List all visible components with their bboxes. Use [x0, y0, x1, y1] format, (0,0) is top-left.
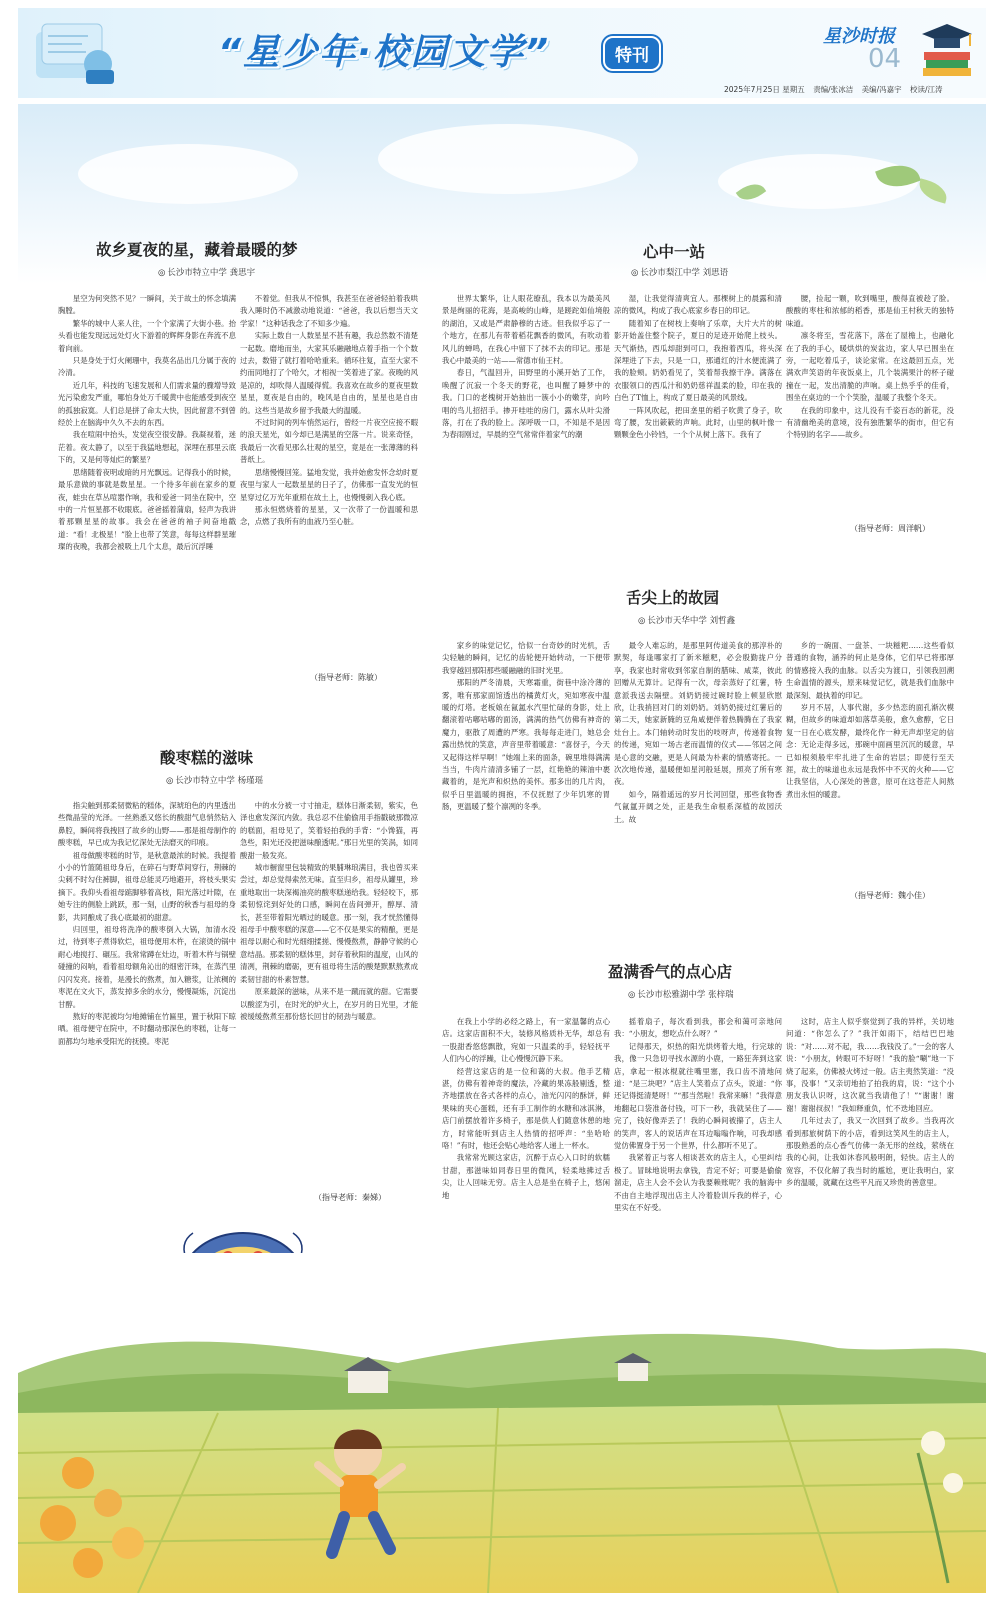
article-paragraph: 凛冬将至，雪花落下，落在了屋檐上，也融化在了我的手心，暖烘烘的炭盆边，家人早已围坐在旁，一起吃着瓜子，谈论家常。在这最回五点，光满欢声笑语的年夜饭桌上，几个装满果汁的杯子碰撞在一起，发出清脆的声响。桌上热乎乎的佳肴，围坐在桌边的一个个笑脸，温暖了我整个冬天。: [786, 331, 954, 403]
article-paragraph: 腰，捡起一颗，吹到嘴里，酸得直被趁了脸。酸酸的枣柱和浓郁的稻香，那是仙王村秋天的独特味道。: [786, 294, 954, 328]
scroll-decoration-icon: [28, 14, 118, 90]
article-paragraph: 中的水分被一寸寸抽走，糕体日渐柔韧，紫实，色泽也愈发深沉内敛。我总忍不住偷偷用手指戳破那微凉的糕面，祖母见了，笑着轻拍我的手背：“小馋猫，再急些，阳光还没把滋味酿透呢。”那日光里的笑涡，如同酸甜一般发亮。: [240, 801, 418, 860]
article-paragraph: 在我上小学的必经之路上，有一家温馨的点心店。这家店面积不大，装修风格质朴无华，却总有一股甜香悠悠飘散，宛如一只温柔的手，轻轻抚平人们内心的浮躁，让心慢慢沉静下来。: [442, 1017, 610, 1064]
article-paragraph: 我常常光顾这家店，沉醉于点心入口时的软糯甘甜，那滋味如同春日里的微风，轻柔地拂过舌尖，让人回味无穷。店主人总是坐在椅子上，悠闲地: [442, 1153, 610, 1200]
article-column: [614, 640, 782, 902]
article-paragraph: 繁华的城中人来人往，一个个家满了大街小巷。抬头看也能发现远远处灯火下游着的辉辉身影在奔流不息着向前。: [58, 318, 236, 353]
masthead-title: “星少年·校园文学”: [218, 32, 551, 73]
article-column: [442, 293, 610, 539]
issue-date: 2025年7月25日 星期五: [724, 85, 805, 94]
article-paragraph: 思绪慢慢回笼。猛地发觉，我并始愈发怀念幼时夏夜里与家人一起数星星的日子了，仿佛那一直发光的恒星穿过亿万光年重照在故土上，也慢慢刺入我心底。: [240, 467, 418, 502]
article-column: [786, 1016, 954, 1278]
article-column: [786, 640, 954, 890]
article-paragraph: 岁月不居，人事代谢，多少热恋的面孔渐次模糊，但故乡的味道却如落草美般，愈久愈醇，它日复一日在心底发酵，最终化作一种无声却坚定的信念：无论走得多远，那碗中面画里沉沉的暖意，早已如根须般牢牢扎进了生命的岩层；即使行至天涯，故土的味道也永远是我怀中不灭的火种——它让我坚信，人心深处的善意，原可在这苍茫人间熬煮出永恒的暖意。: [786, 703, 954, 799]
article-paragraph: 随着知了在树枝上奏响了乐章，大片大片的树影开始盖住整个院子，夏日的足迹开始爬上枝头。天气渐热，西瓜却甜到可口，我抱着西瓜，将头深深埋进了下去，只是一口，那通红的汁水便流满了我的脸颊。奶奶看见了，笑着帮我擦干净。满落在衣服领口的西瓜汁和奶奶慈祥温柔的脸，印在我的白色了T恤上，构成了夏日最美的风景线。: [614, 318, 782, 403]
article-paragraph: 我在喧闹中抬头，发觉夜空很安静。我凝视着，迷茫着。夜太静了，以至于我猛地想起，深埋在那里云底下的，又是何等灿烂的繁星？: [58, 430, 236, 465]
article-paragraph: 归回里，祖母将洗净的酸枣倒入大锅，加清水没过，待到枣子煮得软烂，祖母便用木杵，在滚烫的锅中耐心地搅打、碾压。我常常蹲在灶边，听着木杵与锅壁碰撞的闷响，看着祖母额角沁出的细密汗珠，在蒸汽里闪闪发亮。接着，是漫长的熬煮，加入糖浆，让浓稠的枣泥在文火下，蒸发掉多余的水分，慢慢凝炼，沉淀出甘醇。: [58, 925, 236, 1009]
article-byline: ◎ 长沙市松雅湖中学 张梓瑞: [628, 988, 734, 1000]
article-paragraph: 近几年，科技的飞速发展和人们需求量的骤增导致光污染愈发严重，哪怕身处万千暖黄中也能感受到夜空的孤独寂寞。人们总是拼了命太大快，因此留意不到曾经於上在脑海中久久不去的东西。: [58, 380, 236, 428]
proof-credit: 校读/江涛: [910, 85, 943, 94]
article-paragraph: 指尖触到那柔韧微粘的糕体，深琥珀色的内里透出些微晶莹的光泽。一丝熟悉又悠长的酸甜气息悄然钻入鼻腔，瞬间将我拽回了故乡的山野——那是祖母制作的酸枣糕，早已成为我记忆深处无法磨灭的印痕。: [58, 801, 236, 848]
article-byline: ◎ 长沙市梨江中学 刘思语: [631, 266, 728, 278]
article-paragraph: 在我的印象中，这儿没有千姿百态的新花，没有清幽绝美的意境，没有独胜繁华的街市，但它有个特别的名字——故乡。: [786, 405, 954, 440]
article-title: 故乡夏夜的星，藏着最暖的梦: [96, 241, 298, 259]
article-column: [240, 293, 418, 671]
article-paragraph: 这时，店主人似乎察觉到了我的异样，关切地问道：“你怎么了？”我汗如雨下，结结巴巴地说：“对……对不起，我……我钱没了。”一会的客人说：“小朋友，转眼可不好呀！”我的脸“唰”地一下烧了起来，仿佛被火烤过一般。店主夷然笑道：“没事，没事！”又亲切地拍了拍我的肩，说：“这个小朋友我认识呀，这次就当我请他了！”“谢谢！谢谢！谢谢叔叔！”我如释重负，忙不迭地回应。: [786, 1017, 954, 1113]
article-advisor: （指导老师：秦娣）: [314, 1193, 386, 1202]
article-column: [614, 1016, 782, 1266]
article-paragraph: 思绪随着夜明或暗的月光飘远。记得我小的时候，最乐意做的事就是数星星。一个待多年前在家乡的夏夜，蛙虫在草丛喧嚣作响，我和爱爸一同坐在院中，空中的一片恒星都不收眼底。爸爸摇着蒲扇，轻声为我讲着那颗星星的故事。我会在爸爸的袖子间奋地戳道：“看！北极星！”脸上也带了笑意，每每这样群星璀璨的夜晚，我都会被吸上几个太息，最后沉浮睡: [58, 467, 236, 552]
countryside-scene: [18, 1253, 986, 1593]
article-title: 舌尖上的故园: [626, 589, 720, 607]
article-paragraph: 春日，气温回升，田野里的小溪开始了工作，唤醒了沉寂一个冬天的野花，也叫醒了睡梦中的我。门口的老槐树开始抽出一簇小小的嫩芽，向吟唱的鸟儿招招手。掺开哇哇的房门，露水从叶尖滑落，打在了我的脸上。深呼吸一口，不知是不是因为春雨刚过，早晨的空气常常伴着家气的潮: [442, 368, 610, 440]
newspaper-page: [18, 8, 986, 1593]
article-paragraph: 世界太繁华，让人眼花缭乱，我本以为最美风景是绚丽的花海，是高峻的山峰，是蹉跎如仙境般的湖泊，又或是严肃静穆的古迹。但我似乎忘了一个地方，在那儿有带着稻花飘香的微风，有吹动着风儿的蝉鸣，在我心中留下了抹不去的印记。那是我心中最美的一站——常德市仙王村。: [442, 294, 610, 366]
article-paragraph: 一阵风吹起，把田垄里的稻子吹黄了身子，吹弯了腰，发出簌簌的声响。此时，山里的枫叶像一颗颗金色小铃铛，一个个从树上落下。我有了: [614, 405, 782, 440]
article-paragraph: 只是身处于灯火阑珊中，我莫名品出几分属于夜的冷清。: [58, 356, 236, 378]
graduation-cap-icon: [918, 18, 976, 80]
special-issue-badge: 特刊: [603, 36, 661, 71]
article-paragraph: 星空为何突然不见？一瞬间，关于故土的怀念填满胸膛。: [58, 294, 236, 316]
article-paragraph: 我紧着正与客人相谈甚欢的店主人，心里纠结极了。冒昧地说明去拿钱，肯定不好；可要是偷偷溜走，店主人会不会认为我要赖账呢？我的脑海中不由自主地浮现出店主人冷着脸训斥我的样子，心里实在不好受。: [614, 1153, 782, 1213]
article-paragraph: 实际上数自一人数星星不甚有趣，我总然数不清楚一起数。磨地而坐，大家其乐融融地点着手指一个个数过去，数错了就打着哈哈重来。循环往复，直至大家不约而同地打了个哈欠，才相视一笑着进了家。夜晚的风是凉的，却吹得人温暖得慌。我喜欢在故乡的夏夜里数星星，夏夜是自由的，晚风是自由的，星星也是自由的。这些当是故乡留予我最大的温暖。: [240, 331, 418, 415]
article-column: [442, 1016, 610, 1266]
art-credit: 美编/冯嘉宇: [861, 85, 902, 94]
page-number: 04: [868, 44, 902, 74]
article-paragraph: 不着觉。但我从不惊惧，我甚至在爸爸轻拍着我哄我入睡时仍不减激动地说道：“爸爸，我以后想当天文学家！”这种话我念了不知多少遍。: [240, 294, 418, 328]
article-paragraph: 经营这家店的是一位和蔼的大叔。他手艺精湛，仿佛有着神奇的魔法，冷藏的果冻般剔透，整齐地摆放在各式各样的点心，油光闪闪的酥饼，鲜果味的夹心蛋糕，还有手工制作的水糖和冰淇淋，店门前摆放着许多椅子，那是供人们随意休憩的地方，时常能听到店主人热情的招呼声：“坐哈哈咯！”有时，他还会贴心地给客人递上一杯水。: [442, 1066, 610, 1151]
article-paragraph: 城市橱窗里包装精致的果脯琳琅满目，我也曾买来尝过，却总觉得索然无味。直至归乡，祖母从罐里，珍重地取出一块深褐油亮的酸枣糕递给我。轻轻咬下，那柔韧惊诧到好处的口感，瞬间在齿间弹开，醇厚、清长，甚至带着阳光晒过的暖意。那一刻，我才恍然懂得祖母手中酸枣糕的深意——它不仅是果实的精酿，更是祖母以耐心和时光细细揉搓、慢慢熬煮，静静守候的心意结晶。那柔韧的糕体里，封存着秋阳的温度，山风的清冽，荆棘的磨砺，更有祖母将生活的酸楚默默熬煮成柔韧甘甜的朴素智慧。: [240, 863, 418, 984]
article-paragraph: 几年过去了，我又一次回到了故乡。当我再次看到那旅树荫下的小店，看到这笑风生的店主人，那股熟悉的点心香气仿佛一条无形的丝线，萦绕在我的心间，让我如沐春风般明朗，轻快。店主人的宽容，不仅化解了我当时的尴尬，更让我明白，家乡的温暖，就藏在这些平凡而又珍贵的善意里。: [786, 1116, 954, 1188]
newspaper-name: 星沙时报: [823, 26, 895, 47]
article-paragraph: 原来最深的滋味，从来不是一蹴而就的甜。它需要以酸涩为引，在时光的炉火上，在岁月的日光里，才能被缓缓熬煮至那份悠长回甘的韧劲与暖意。: [240, 987, 418, 1021]
article-paragraph: 熬好的枣泥被均匀地摊铺在竹匾里，置于秋阳下晾晒。祖母便守在院中，不时翻动那深色的枣糕，让每一面都均匀地承受阳光的抚摸。枣泥: [58, 1011, 236, 1046]
article-column: [240, 800, 418, 1192]
page-header: [18, 8, 986, 98]
article-paragraph: 记得那天，炽热的阳光烘烤着大地，行完球的我，像一只急切寻找水源的小鹿，一路狂奔到这家店，拿起一根冰棍就往嘴里塞，我口齿不清地问道：“是三块吧？”店主人笑着点了点头，说道：“你还记得挺清楚呀！”“那当然啦！我常来嘛！”我得意地翻起口袋准备付钱，可下一秒，我就呆住了——完了，钱好像弄丢了！我的心瞬间被攥了，店主人的笑声，客人的说话声在耳边嗡嗡作响，可我却感觉仿佛置身于另一个世界，什么都听不见了。: [614, 1041, 782, 1151]
article-paragraph: 祖母做酸枣糕的时节，是秋意最浓的时候。我提着小小的竹篮随祖母身后，在碎石与野草间穿行，荆棘的尖刺不时勾住裤脚，祖母总能灵巧地避开，将枝头果实摘下。我仰头看祖母踮脚够着高枝，阳光落过叶隙，在她专注的侧脸上跳跃，那一刻，山野的秋香与祖母的身影，共同酿成了我心底最初的甜意。: [58, 850, 236, 922]
article-column: [58, 293, 236, 671]
article-paragraph: 那阳的严冬清晨，天寒霜重，街巷中涂冷薄的雾，唯有那家面馆透出的橘黄灯火，宛如寒夜中温暖的灯塔。老板娘在氤氲水汽里忙碌的身影，灶上翻滚着咕嘟咕嘟的面汤，满满的热气仿佛有神奇的魔力，驱散了周遭的严寒。我每每走进门，她总会露出热忱的笑意，声音里带着暖意：“喜伢子，今天又起得这样早啊！”她端上来的面条，碗里堆得满满当当，牛肉片清清多铺了一层，红艳艳的辣油中裹藏着的，是光声和炽热的美怀。那多出的几片肉，似乎日里温暖的拥抱，不仅抚慰了少年饥寒的胃肠，更温暖了整个凛冽的冬季。: [442, 678, 610, 812]
article-column: [786, 293, 954, 523]
leaf-icon: [916, 178, 950, 203]
article-column: [614, 293, 782, 539]
article-advisor: （指导老师：陈敏）: [310, 673, 382, 682]
article-advisor: （指导老师：周洋帆）: [850, 524, 930, 533]
article-paragraph: 不过时间的列车悄然运行，曾经一片夜空应接不暇的浪天星光，如今却已是满星的空落一片。说来奇怪，我最后一次看见那么壮观的星空，竟是在一张薄薄的科普纸上。: [240, 418, 418, 465]
article-title: 盈满香气的点心店: [608, 963, 733, 981]
article-advisor: （指导老师：魏小佳）: [850, 891, 930, 900]
article-paragraph: 最令人难忘的，是那里阿传道美食的那淳朴的默契，每逢哪家打了新米糍粑，必会殷勤拢户分享，我家也时常收到邻家自制的腊味、咸菜，彼此回赠从无算计。记得有一次，母亲蒸好了红薯，特意派我送去隔壁。刘奶奶接过碗时脸上顿显欣慰欣，让我捎回对门的刘奶奶。刘奶奶接过红薯后的第二天，她家新腌的豆角咸便伴着热腾腾在了我家灶台上。本门轴转动时发出的吱呀声，传递着食物的传递，宛如一场古老而温情的仪式——邻居之间是心意的交融，更是人间最为朴素的情感寄托。一次次地传递，温暖便如星河般延展，照亮了所有寒夜。: [614, 641, 782, 787]
article-column: [58, 800, 236, 1192]
article-byline: ◎ 长沙市特立中学 杨瑾瑶: [166, 774, 263, 786]
editor-credit: 责编/张冰洁: [813, 85, 854, 94]
article-byline: ◎ 长沙市天华中学 刘哲鑫: [638, 614, 735, 626]
article-paragraph: 湿，让我觉得清爽宜人。那棵树上的晨露和清凉的微风，构成了我心底家乡春日的印记。: [614, 294, 782, 316]
article-paragraph: 如今，隔着遥远的岁月长河回望，那些食物香气氤氲开阔之处，正是我生命根系深植的故园沃土。故: [614, 789, 782, 824]
article-title: 酸枣糕的滋味: [160, 749, 254, 767]
article-byline: ◎ 长沙市特立中学 龚思宇: [158, 266, 255, 278]
issue-meta: [724, 84, 949, 95]
article-paragraph: 乡的一碗面、一盘茶、一块糍粑……这些看似普通的食物，涵养的何止是身体，它们早已将那厚的情感接入我的血脉。以舌尖为渡口，引领我回溯生命温情的源头，原来味觉记忆，就是我们血脉中最深刻、最执着的印记。: [786, 641, 954, 700]
article-title: 心中一站: [643, 243, 706, 261]
article-paragraph: 那永恒燃烧着的星星，又一次带了一份温暖和思念，点燃了我所有的血液乃至心脏。: [240, 504, 418, 527]
article-paragraph: 家乡的味觉记忆，恰似一台奇妙的时光机，舌尖轻触的瞬间，记忆的齿轮便开始转动，一下便带我穿越回那阳那些暖融融的旧时光里。: [442, 641, 610, 675]
article-paragraph: 摇着扇子，每次看到我，都会和蔼可亲地问我：“小朋友，想吃点什么呀？”: [614, 1017, 782, 1039]
article-column: [442, 640, 610, 902]
